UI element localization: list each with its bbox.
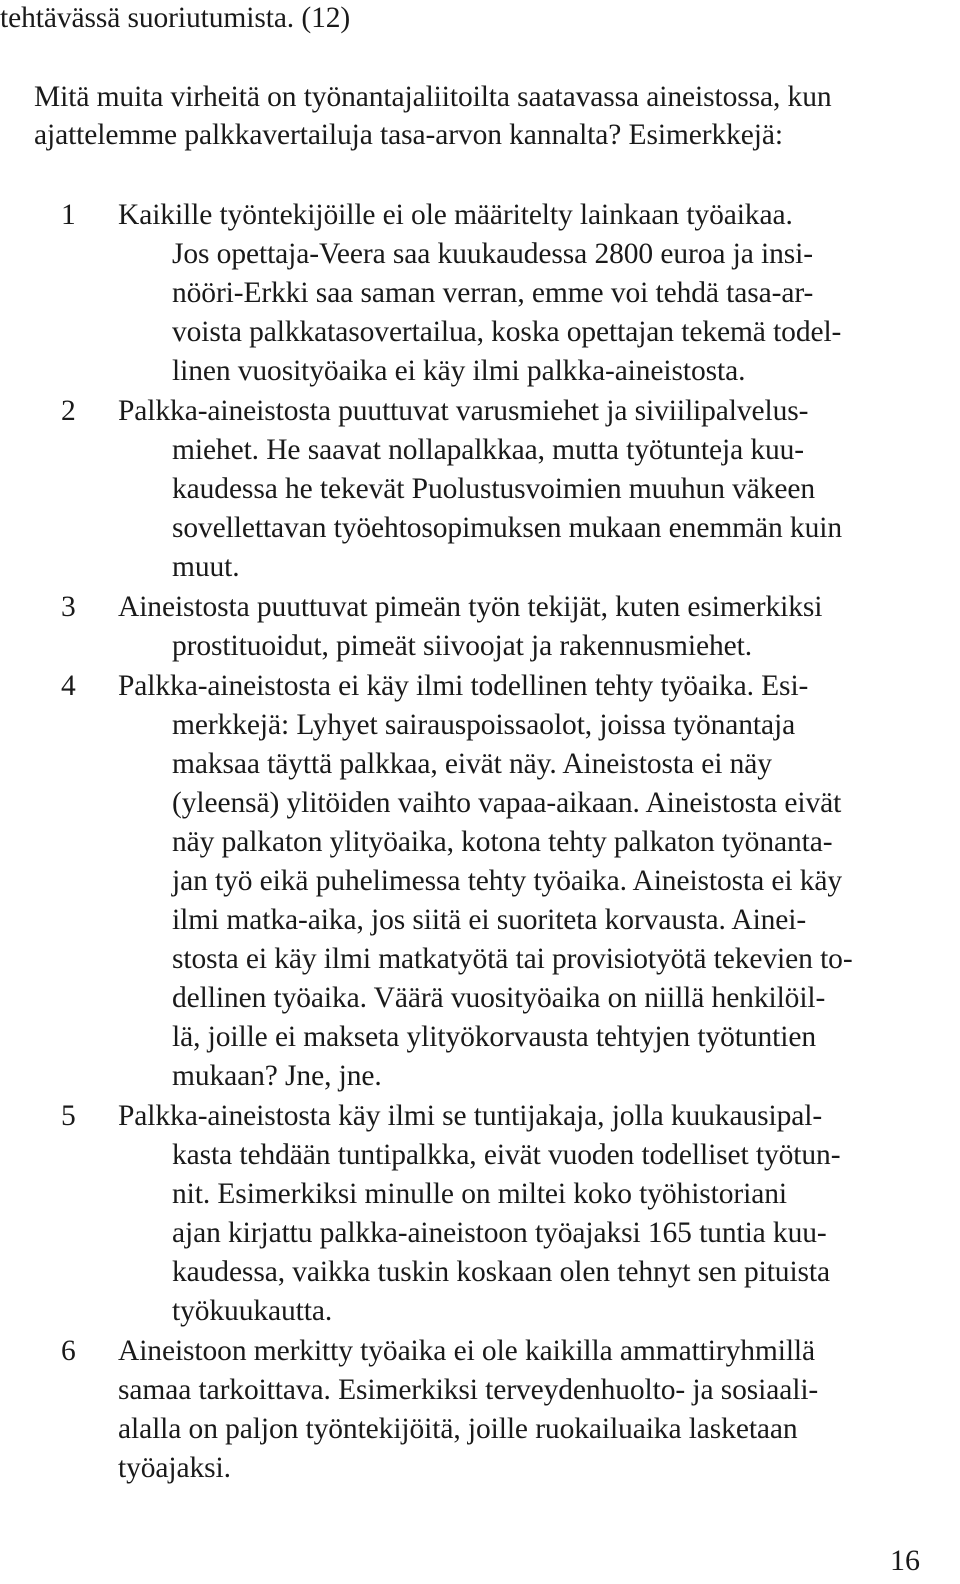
item-line: mukaan? Jne, jne.	[172, 1060, 382, 1092]
item-line: työajaksi.	[118, 1452, 231, 1484]
item-line: stosta ei käy ilmi matkatyötä tai provisiotyötä tekevien to-	[172, 943, 853, 975]
item-line: samaa tarkoittava. Esimerkiksi terveydenhuolto- ja sosiaali-	[118, 1374, 819, 1406]
item-line: miehet. He saavat nollapalkkaa, mutta työtunteja kuu-	[172, 434, 805, 466]
item-line: Palkka-aineistosta käy ilmi se tuntijakaja, jolla kuukausipal-	[118, 1100, 823, 1132]
intro-line: ajattelemme palkkavertailuja tasa-arvon kannalta? Esimerkkejä:	[34, 119, 783, 151]
item-line: dellinen työaika. Väärä vuosityöaika on niillä henkilöil-	[172, 982, 826, 1014]
item-line: alalla on paljon työntekijöitä, joille ruokailuaika lasketaan	[118, 1413, 798, 1445]
item-line: (yleensä) ylitöiden vaihto vapaa-aikaan. Aineistosta eivät	[172, 787, 842, 819]
item-line: näy palkaton ylityöaika, kotona tehty palkaton työnanta-	[172, 826, 833, 858]
item-line: merkkejä: Lyhyet sairauspoissaolot, joissa työnantaja	[172, 709, 796, 741]
item-line: maksaa täyttä palkkaa, eivät näy. Aineistosta ei näy	[172, 748, 772, 780]
item-line: linen vuosityöaika ei käy ilmi palkka-aineistosta.	[172, 355, 746, 387]
item-line: ajan kirjattu palkka-aineistoon työajaksi 165 tuntia kuu-	[172, 1217, 827, 1249]
item-line: voista palkkatasovertailua, koska opettajan tekemä todel-	[172, 316, 842, 348]
item-line: kaudessa, vaikka tuskin koskaan olen tehnyt sen pituista	[172, 1256, 831, 1288]
item-number: 2	[61, 395, 76, 427]
item-line: Aineistoon merkitty työaika ei ole kaikilla ammattiryhmillä	[118, 1335, 816, 1367]
item-line: muut.	[172, 551, 240, 583]
item-line: työkuukautta.	[172, 1295, 333, 1327]
item-line: kaudessa he tekevät Puolustusvoimien muuhun väkeen	[172, 473, 816, 505]
item-number: 4	[61, 670, 76, 702]
item-line: nööri-Erkki saa saman verran, emme voi tehdä tasa-ar-	[172, 277, 814, 309]
item-line: kasta tehdään tuntipalkka, eivät vuoden todelliset työtun-	[172, 1139, 841, 1171]
item-line: Aineistosta puuttuvat pimeän työn tekijät, kuten esimerkiksi	[118, 591, 823, 623]
item-line: Jos opettaja-Veera saa kuukaudessa 2800 euroa ja insi-	[172, 238, 813, 270]
item-line: Palkka-aineistosta puuttuvat varusmiehet ja siviilipalvelus-	[118, 395, 809, 427]
item-number: 5	[61, 1100, 76, 1132]
item-number: 6	[61, 1335, 76, 1367]
item-line: Kaikille työntekijöille ei ole määritelty lainkaan työaikaa.	[118, 199, 793, 231]
item-line: lä, joille ei makseta ylityökorvausta tehtyjen työtuntien	[172, 1021, 816, 1053]
item-line: sovellettavan työehtosopimuksen mukaan enemmän kuin	[172, 512, 842, 544]
item-line: ilmi matka-aika, jos siitä ei suoriteta korvausta. Ainei-	[172, 904, 807, 936]
item-line: nit. Esimerkiksi minulle on miltei koko työhistoriani	[172, 1178, 787, 1210]
page-number: 16	[890, 1544, 920, 1577]
item-line: jan työ eikä puhelimessa tehty työaika. Aineistosta ei käy	[172, 865, 843, 897]
item-line: Palkka-aineistosta ei käy ilmi todellinen tehty työaika. Esi-	[118, 670, 809, 702]
intro-line: Mitä muita virheitä on työnantajaliitoilta saatavassa aineistossa, kun	[34, 81, 832, 113]
top-fragment-line: tehtävässä suoriutumista. (12)	[0, 2, 351, 34]
item-number: 3	[61, 591, 76, 623]
item-number: 1	[61, 199, 76, 231]
item-line: prostituoidut, pimeät siivoojat ja rakennusmiehet.	[172, 630, 752, 662]
